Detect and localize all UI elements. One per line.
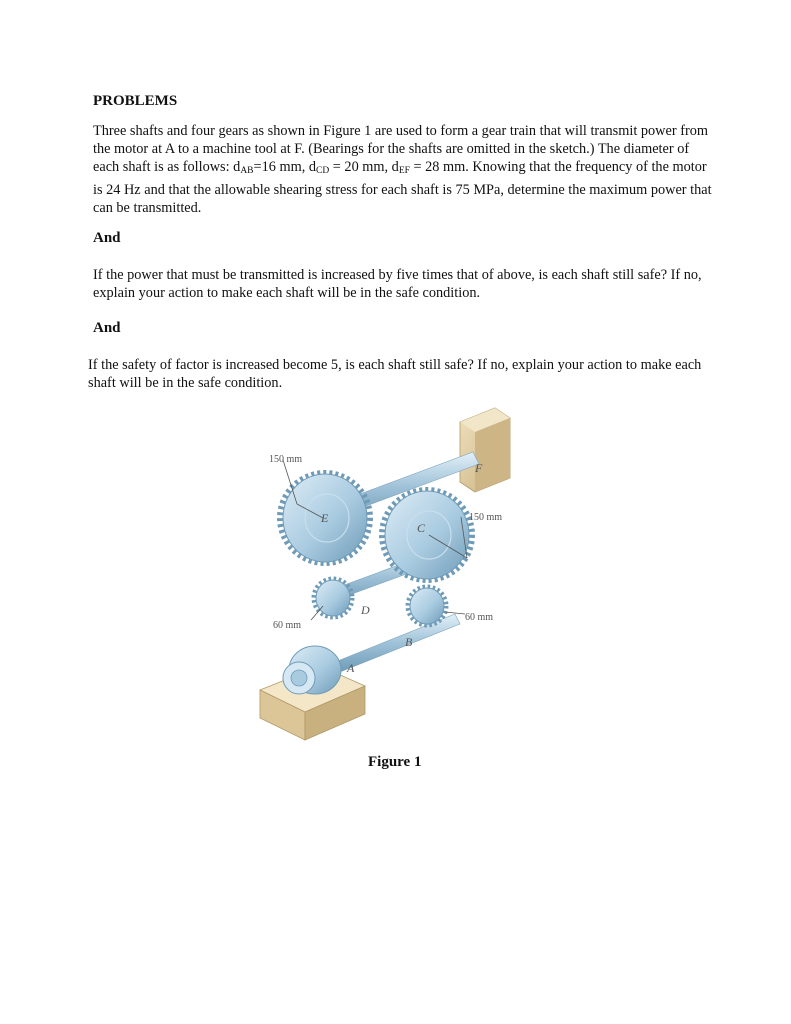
- label-c: C: [417, 521, 426, 535]
- label-a: A: [347, 661, 355, 675]
- label-150mm-right: 150 mm: [469, 512, 503, 523]
- motor: [283, 646, 341, 694]
- subscript-cd: CD: [316, 166, 330, 177]
- problem-text-2: =16 mm, d: [253, 159, 316, 176]
- problem-text-1: Three shafts and four gears as shown in Figure 1 are used to form a gear train that will transmit power from the motor at A to a machine tool at F. (Bearings for the shafts are omitted in the sketch.) The diameter of each shaft is as follows: d: [93, 123, 708, 176]
- and-separator-2: And: [93, 320, 121, 336]
- question-3: If the safety of factor is increased become 5, is each shaft still safe? If no, explain your action to make each shaft will be in the safe condition.: [88, 357, 702, 392]
- machine-tool-block: [460, 408, 510, 492]
- label-60mm-left: 60 mm: [273, 620, 302, 631]
- question-2: If the power that must be transmitted is increased by five times that of above, is each shaft still safe? If no, explain your action to make each shaft will be in the safe condition.: [93, 267, 702, 302]
- label-60mm-right: 60 mm: [465, 612, 494, 623]
- problems-heading: PROBLEMS: [93, 93, 178, 109]
- gear-b: [408, 587, 446, 625]
- problem-text-3: = 20 mm, d: [329, 159, 399, 176]
- label-d: D: [361, 603, 370, 617]
- label-150mm-left: 150 mm: [269, 454, 303, 465]
- subscript-ef: EF: [398, 166, 410, 177]
- problem-text-4: = 28 mm. Knowing that the frequency of the motor is 24 Hz and that the allowable shearing stress for each shaft is 75 MPa, determine the maximum power that can be transmitted.: [93, 159, 712, 216]
- gear-train-figure: [255, 400, 555, 750]
- label-b: B: [405, 635, 413, 649]
- label-e: E: [321, 511, 329, 525]
- figure-caption: Figure 1: [368, 754, 422, 770]
- subscript-ab: AB: [240, 166, 254, 177]
- and-separator-1: And: [93, 230, 121, 246]
- problem-statement: [93, 122, 713, 217]
- label-f: F: [475, 461, 483, 475]
